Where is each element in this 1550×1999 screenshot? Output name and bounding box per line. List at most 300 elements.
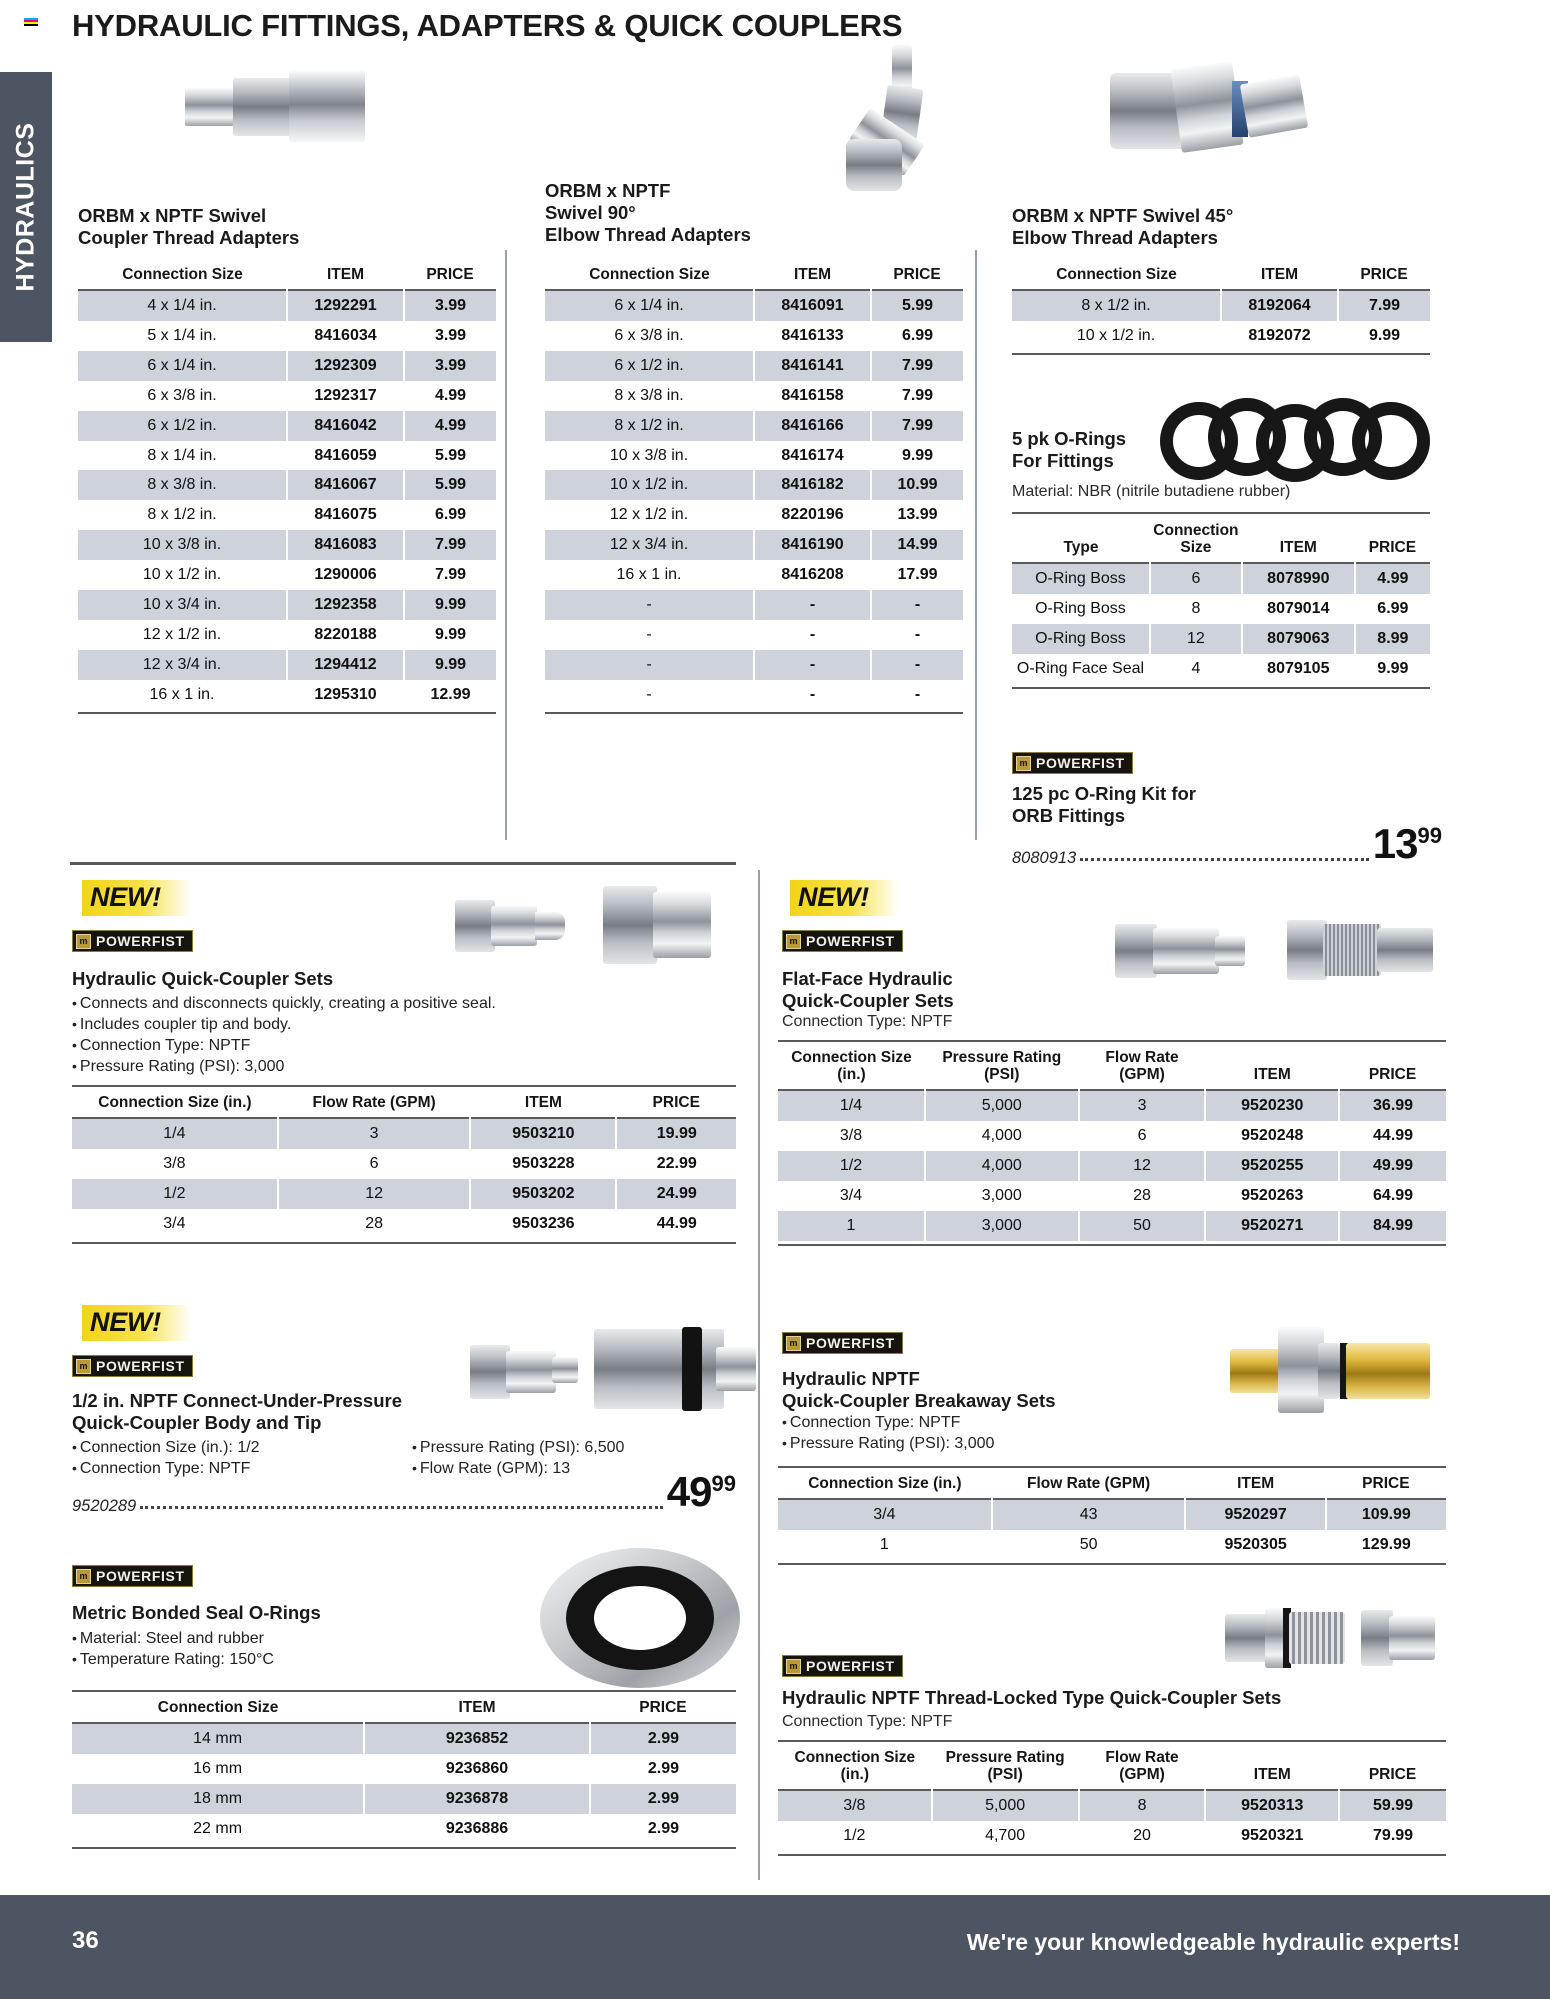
product-photo-quick-coupler-set	[455, 880, 745, 970]
col-connection-size: Connection Size	[157, 1699, 279, 1716]
table-cell: 3,000	[925, 1181, 1079, 1211]
section-tab-hydraulics	[0, 72, 52, 342]
table-cell: -	[545, 680, 754, 710]
section-tab-label: HYDRAULICS	[11, 122, 40, 292]
table-row	[78, 290, 496, 321]
table-row	[78, 650, 496, 680]
table-cell: 49.99	[1339, 1151, 1446, 1181]
flatface-table	[778, 1045, 1446, 1241]
table-cell: 1290006	[287, 560, 404, 590]
table-cell: 1	[778, 1530, 992, 1560]
table-cell: 1/4	[72, 1118, 278, 1149]
col-price: PRICE	[426, 266, 474, 283]
table-cell: 6 x 1/4 in.	[545, 290, 754, 321]
table-cell: 1292309	[287, 351, 404, 381]
table-cell: 8416141	[754, 351, 871, 381]
col-item: ITEM	[794, 266, 832, 283]
powerfist-label: POWERFIST	[1036, 755, 1125, 771]
flatface-new-badge: NEW!	[790, 880, 899, 916]
table-cell: 6 x 1/4 in.	[78, 351, 287, 381]
table-row	[545, 590, 963, 620]
table-row	[778, 1151, 1446, 1181]
col-price: PRICE	[1360, 266, 1408, 283]
table-cell: 10 x 1/2 in.	[1012, 321, 1221, 351]
table-cell: 109.99	[1326, 1499, 1446, 1530]
table-cell: 129.99	[1326, 1530, 1446, 1560]
table-cell: 14.99	[871, 530, 963, 560]
table-cell: 22.99	[616, 1149, 736, 1179]
col-price: PRICE	[1368, 1066, 1417, 1084]
table-cell: 2.99	[590, 1723, 736, 1754]
orings-5pk-table-wrap	[1012, 512, 1430, 689]
table-cell: 6	[1150, 563, 1242, 594]
table-cell: -	[545, 590, 754, 620]
table-cell: 7.99	[871, 381, 963, 411]
table-cell: 3/8	[778, 1121, 925, 1151]
table-row	[78, 470, 496, 500]
table-cell: 9.99	[1338, 321, 1430, 351]
table-cell: 16 mm	[72, 1754, 364, 1784]
table-cell: 8416083	[287, 530, 404, 560]
table-cell: 7.99	[404, 530, 496, 560]
table-cell: 64.99	[1339, 1181, 1446, 1211]
table-cell: 8416042	[287, 411, 404, 441]
powerfist-label: POWERFIST	[96, 1358, 185, 1374]
col-connection-size: Connection Size	[589, 266, 710, 283]
table-cell: 10 x 1/2 in.	[545, 470, 754, 500]
table-row	[78, 441, 496, 471]
table-row	[545, 290, 963, 321]
column-divider-right	[975, 250, 977, 840]
table-cell: 6	[1079, 1121, 1206, 1151]
col-item: ITEM	[1253, 1066, 1291, 1084]
table-cell: 22 mm	[72, 1814, 364, 1844]
table-cell: 9.99	[404, 650, 496, 680]
table-row	[72, 1784, 736, 1814]
table-cell: 9236878	[364, 1784, 590, 1814]
table-cell: 9236860	[364, 1754, 590, 1784]
table-cell: 8078990	[1242, 563, 1355, 594]
table-cell: 20	[1079, 1821, 1206, 1851]
col-connection-size: Connection Size (in.)	[808, 1475, 962, 1492]
table-cell: 8	[1150, 594, 1242, 624]
table-cell: 1295310	[287, 680, 404, 710]
col-connection-size: Connection Size (in.)	[791, 1049, 912, 1084]
table-header-row	[545, 262, 963, 290]
table-cell: 9236852	[364, 1723, 590, 1754]
table-cell: 9.99	[404, 590, 496, 620]
table-row	[78, 590, 496, 620]
table-row	[545, 411, 963, 441]
table-cell: 6 x 1/2 in.	[78, 411, 287, 441]
table-cell: 16 x 1 in.	[545, 560, 754, 590]
table-cell: 50	[992, 1530, 1186, 1560]
product-photo-orbm-coupler	[185, 60, 365, 155]
product-photo-orbm-90-elbow	[840, 45, 950, 195]
table-cell: 1292291	[287, 290, 404, 321]
table-cell: 12	[1150, 624, 1242, 654]
table-cell: 4,700	[932, 1821, 1079, 1851]
table-cell: 9520255	[1205, 1151, 1339, 1181]
bullet-item: • Connection Type: NPTF	[782, 1412, 1252, 1433]
table-cell: 6 x 3/8 in.	[78, 381, 287, 411]
table-cell: -	[871, 620, 963, 650]
cup-price-row	[72, 1468, 736, 1516]
table-cell: 2.99	[590, 1814, 736, 1844]
table-cell: 3/4	[72, 1209, 278, 1239]
table-cell: O-Ring Boss	[1012, 563, 1150, 594]
table-cell: 19.99	[616, 1118, 736, 1149]
quick-coupler-brand-badge	[72, 930, 193, 952]
table-cell: 10 x 3/8 in.	[78, 530, 287, 560]
breakaway-bullets	[782, 1412, 1252, 1454]
table-cell: 59.99	[1339, 1790, 1446, 1821]
table-cell: O-Ring Boss	[1012, 594, 1150, 624]
table-cell: 1292317	[287, 381, 404, 411]
registration-mark-icon	[24, 18, 38, 26]
table-cell: 7.99	[1338, 290, 1430, 321]
orbm-coupler-table	[78, 262, 496, 710]
table-cell: 8416034	[287, 321, 404, 351]
table-cell: 4.99	[404, 411, 496, 441]
table-row	[545, 351, 963, 381]
col-item: ITEM	[1253, 1766, 1291, 1784]
table-cell: 9520297	[1185, 1499, 1325, 1530]
table-cell: 4.99	[1355, 563, 1430, 594]
table-cell: 5.99	[871, 290, 963, 321]
table-cell: 28	[278, 1209, 471, 1239]
orbm-coupler-title: ORBM x NPTF Swivel Coupler Thread Adapters	[78, 205, 300, 248]
table-cell: 6	[278, 1149, 471, 1179]
table-cell: 8079014	[1242, 594, 1355, 624]
table-cell: 9503228	[470, 1149, 616, 1179]
table-cell: 4.99	[404, 381, 496, 411]
table-row	[78, 560, 496, 590]
table-cell: -	[871, 590, 963, 620]
table-cell: 24.99	[616, 1179, 736, 1209]
table-cell: 3	[1079, 1090, 1206, 1121]
table-cell: 50	[1079, 1211, 1206, 1241]
table-cell: O-Ring Face Seal	[1012, 654, 1150, 684]
table-cell: 6 x 3/8 in.	[545, 321, 754, 351]
breakaway-table	[778, 1471, 1446, 1560]
table-cell: 10 x 3/8 in.	[545, 441, 754, 471]
table-cell: 8220196	[754, 500, 871, 530]
table-cell: 3	[278, 1118, 471, 1149]
quick-coupler-bullets	[72, 993, 732, 1077]
table-cell: 8 x 1/2 in.	[545, 411, 754, 441]
cup-sku: 9520289	[72, 1497, 137, 1515]
threadlocked-table-wrap	[778, 1740, 1446, 1856]
product-photo-thread-locked	[1225, 1598, 1435, 1678]
table-cell: 9520248	[1205, 1121, 1339, 1151]
table-cell: 28	[1079, 1181, 1206, 1211]
table-cell: 8416059	[287, 441, 404, 471]
col-price: PRICE	[1368, 539, 1417, 557]
table-cell: 1	[778, 1211, 925, 1241]
powerfist-label: POWERFIST	[96, 1568, 185, 1584]
oring-kit-price: $13^{99}$	[1372, 820, 1442, 867]
table-row	[1012, 290, 1430, 321]
table-cell: 8416091	[754, 290, 871, 321]
orbm-45-title: ORBM x NPTF Swivel 45° Elbow Thread Adapters	[1012, 205, 1234, 248]
table-cell: 1/4	[778, 1090, 925, 1121]
table-cell: 1294412	[287, 650, 404, 680]
table-cell: -	[545, 650, 754, 680]
table-cell: 9.99	[404, 620, 496, 650]
bullet-item: • Pressure Rating (PSI): 3,000	[72, 1056, 732, 1077]
powerfist-mark-icon: m	[786, 1659, 801, 1674]
powerfist-mark-icon: m	[1016, 756, 1031, 771]
col-item: ITEM	[458, 1699, 496, 1716]
bullet-item: • Connects and disconnects quickly, creating a positive seal.	[72, 993, 732, 1014]
col-price: PRICE	[639, 1699, 687, 1716]
oring-kit-sku: 8080913	[1012, 849, 1077, 867]
threadlocked-table	[778, 1745, 1446, 1851]
mbs-bullets	[72, 1628, 672, 1670]
table-row	[545, 620, 963, 650]
table-header-row	[72, 1090, 736, 1118]
table-cell: 8 x 3/8 in.	[545, 381, 754, 411]
table-cell: 44.99	[1339, 1121, 1446, 1151]
table-cell: 43	[992, 1499, 1186, 1530]
cup-brand-badge	[72, 1355, 193, 1377]
orbm-90-title: ORBM x NPTF Swivel 90° Elbow Thread Adapters	[545, 180, 751, 245]
table-row	[1012, 321, 1430, 351]
bullet-item: • Includes coupler tip and body.	[72, 1014, 732, 1035]
table-row	[545, 650, 963, 680]
bullet-item: • Connection Type: NPTF	[72, 1035, 732, 1056]
table-row	[1012, 563, 1430, 594]
table-row	[545, 500, 963, 530]
quick-coupler-title: Hydraulic Quick-Coupler Sets	[72, 968, 334, 989]
table-row	[72, 1814, 736, 1844]
table-cell: 9520263	[1205, 1181, 1339, 1211]
table-header-row	[78, 262, 496, 290]
table-cell: -	[754, 590, 871, 620]
table-cell: 8 x 1/2 in.	[1012, 290, 1221, 321]
table-cell: 6.99	[1355, 594, 1430, 624]
col-item: ITEM	[1261, 266, 1299, 283]
table-row	[778, 1790, 1446, 1821]
table-cell: 3.99	[404, 351, 496, 381]
table-cell: 7.99	[404, 560, 496, 590]
orbm-90-table	[545, 262, 963, 710]
table-cell: 5,000	[925, 1090, 1079, 1121]
breakaway-brand-badge	[782, 1332, 903, 1354]
product-photo-orbm-45-elbow	[1110, 55, 1330, 165]
table-row	[78, 411, 496, 441]
threadlocked-subtitle: Connection Type: NPTF	[782, 1713, 953, 1730]
breakaway-table-wrap	[778, 1466, 1446, 1565]
table-cell: O-Ring Boss	[1012, 624, 1150, 654]
table-cell: 18 mm	[72, 1784, 364, 1814]
threadlocked-title: Hydraulic NPTF Thread-Locked Type Quick-Coupler Sets	[782, 1687, 1282, 1708]
bullet-item: • Connection Size (in.): 1/2	[72, 1437, 372, 1458]
table-cell: 8192064	[1221, 290, 1338, 321]
table-cell: 5.99	[404, 441, 496, 471]
table-row	[78, 680, 496, 710]
col-connection-size: Connection Size (in.)	[794, 1749, 916, 1784]
table-row	[1012, 624, 1430, 654]
oring-kit-title: 125 pc O-Ring Kit for ORB Fittings	[1012, 783, 1196, 826]
cup-new-badge: NEW!	[82, 1305, 191, 1341]
powerfist-label: POWERFIST	[806, 1335, 895, 1351]
table-cell: 12.99	[404, 680, 496, 710]
quick-coupler-new-badge: NEW!	[82, 880, 191, 916]
table-cell: 8416208	[754, 560, 871, 590]
table-cell: 8416067	[287, 470, 404, 500]
table-row	[778, 1121, 1446, 1151]
table-cell: 4,000	[925, 1121, 1079, 1151]
table-row	[778, 1090, 1446, 1121]
table-cell: 3/8	[72, 1149, 278, 1179]
powerfist-label: POWERFIST	[806, 933, 895, 949]
table-row	[1012, 654, 1430, 684]
mbs-brand-badge	[72, 1565, 193, 1587]
table-row	[545, 441, 963, 471]
threadlocked-brand-badge	[782, 1655, 903, 1677]
table-cell: 7.99	[871, 411, 963, 441]
table-cell: -	[754, 680, 871, 710]
table-cell: 8220188	[287, 620, 404, 650]
table-cell: -	[754, 650, 871, 680]
col-price: PRICE	[1362, 1475, 1410, 1492]
table-row	[545, 680, 963, 710]
table-cell: 1/2	[778, 1821, 932, 1851]
table-row	[778, 1211, 1446, 1241]
table-row	[78, 381, 496, 411]
table-cell: 36.99	[1339, 1090, 1446, 1121]
table-cell: 12 x 3/4 in.	[78, 650, 287, 680]
powerfist-mark-icon: m	[76, 1569, 91, 1584]
bullet-item: • Pressure Rating (PSI): 3,000	[782, 1433, 1252, 1454]
table-cell: -	[754, 620, 871, 650]
table-row	[545, 321, 963, 351]
quick-coupler-table-wrap	[72, 1085, 736, 1244]
table-cell: 17.99	[871, 560, 963, 590]
oring-kit-price-row	[1012, 820, 1442, 868]
table-cell: 7.99	[871, 351, 963, 381]
table-cell: 8416133	[754, 321, 871, 351]
table-cell: 5,000	[932, 1790, 1079, 1821]
col-flow-rate: Flow Rate (GPM)	[312, 1094, 436, 1111]
table-cell: 6.99	[404, 500, 496, 530]
table-cell: 3/4	[778, 1499, 992, 1530]
table-row	[78, 321, 496, 351]
table-row	[72, 1149, 736, 1179]
table-cell: 3,000	[925, 1211, 1079, 1241]
cup-title: 1/2 in. NPTF Connect-Under-Pressure Quick-Coupler Body and Tip	[72, 1390, 402, 1433]
powerfist-mark-icon: m	[76, 1359, 91, 1374]
table-cell: 8	[1079, 1790, 1206, 1821]
footer-tagline: We're your knowledgeable hydraulic experts!	[966, 1929, 1460, 1955]
table-cell: 12	[1079, 1151, 1206, 1181]
table-cell: 8079105	[1242, 654, 1355, 684]
table-cell: 8416190	[754, 530, 871, 560]
table-row	[72, 1209, 736, 1239]
table-cell: 3.99	[404, 290, 496, 321]
table-cell: 14 mm	[72, 1723, 364, 1754]
table-cell: 9520271	[1205, 1211, 1339, 1241]
powerfist-label: POWERFIST	[96, 933, 185, 949]
table-cell: 9520313	[1205, 1790, 1339, 1821]
powerfist-label: POWERFIST	[806, 1658, 895, 1674]
mbs-table	[72, 1695, 736, 1844]
table-header-row	[1012, 262, 1430, 290]
table-row	[1012, 594, 1430, 624]
col-price: PRICE	[893, 266, 941, 283]
col-pressure-rating: Pressure Rating (PSI)	[942, 1049, 1062, 1084]
table-row	[72, 1723, 736, 1754]
table-cell: 8416182	[754, 470, 871, 500]
col-pressure-rating: Pressure Rating (PSI)	[945, 1749, 1065, 1784]
col-price: PRICE	[1368, 1766, 1417, 1784]
col-price: PRICE	[652, 1094, 700, 1111]
table-cell: 8416166	[754, 411, 871, 441]
table-cell: 5 x 1/4 in.	[78, 321, 287, 351]
table-cell: 8416174	[754, 441, 871, 471]
cup-price: $49^{99}$	[666, 1468, 736, 1515]
price-dot-leader	[140, 1506, 663, 1509]
table-row	[778, 1530, 1446, 1560]
table-cell: 6.99	[871, 321, 963, 351]
table-row	[78, 500, 496, 530]
table-row	[72, 1179, 736, 1209]
mbs-title: Metric Bonded Seal O-Rings	[72, 1602, 321, 1623]
table-cell: 44.99	[616, 1209, 736, 1239]
product-photo-breakaway	[1230, 1325, 1430, 1415]
powerfist-mark-icon: m	[76, 934, 91, 949]
table-cell: 8416075	[287, 500, 404, 530]
orbm-90-table-wrap	[545, 262, 963, 714]
col-item: ITEM	[327, 266, 365, 283]
col-type: Type	[1063, 539, 1099, 557]
orbm-45-table	[1012, 262, 1430, 351]
bullet-item: • Temperature Rating: 150°C	[72, 1649, 672, 1670]
table-cell: 6 x 1/2 in.	[545, 351, 754, 381]
col-flow-rate: Flow Rate (GPM)	[1105, 1049, 1179, 1084]
table-cell: 4,000	[925, 1151, 1079, 1181]
table-cell: 8416158	[754, 381, 871, 411]
bullet-item: • Flow Rate (GPM): 13	[412, 1458, 742, 1479]
table-row	[78, 351, 496, 381]
table-row	[778, 1181, 1446, 1211]
column-divider-left	[505, 250, 507, 840]
table-cell: 2.99	[590, 1754, 736, 1784]
flatface-subtitle: Connection Type: NPTF	[782, 1013, 953, 1030]
table-cell: 10.99	[871, 470, 963, 500]
table-cell: 4	[1150, 654, 1242, 684]
table-row	[545, 560, 963, 590]
table-row	[545, 470, 963, 500]
table-cell: 8.99	[1355, 624, 1430, 654]
orbm-45-table-wrap	[1012, 262, 1430, 355]
page-title: HYDRAULIC FITTINGS, ADAPTERS & QUICK COUPLERS	[72, 8, 903, 43]
table-row	[545, 530, 963, 560]
flatface-brand-badge	[782, 930, 903, 952]
table-header-row	[778, 1471, 1446, 1499]
table-cell: 8192072	[1221, 321, 1338, 351]
table-cell: 16 x 1 in.	[78, 680, 287, 710]
quick-coupler-table	[72, 1090, 736, 1239]
col-connection-size: Connection Size	[1153, 522, 1239, 557]
table-cell: 8 x 1/4 in.	[78, 441, 287, 471]
col-flow-rate: Flow Rate (GPM)	[1027, 1475, 1151, 1492]
table-cell: 9.99	[871, 441, 963, 471]
orings-5pk-material: Material: NBR (nitrile butadiene rubber)	[1012, 483, 1291, 500]
table-cell: -	[871, 650, 963, 680]
